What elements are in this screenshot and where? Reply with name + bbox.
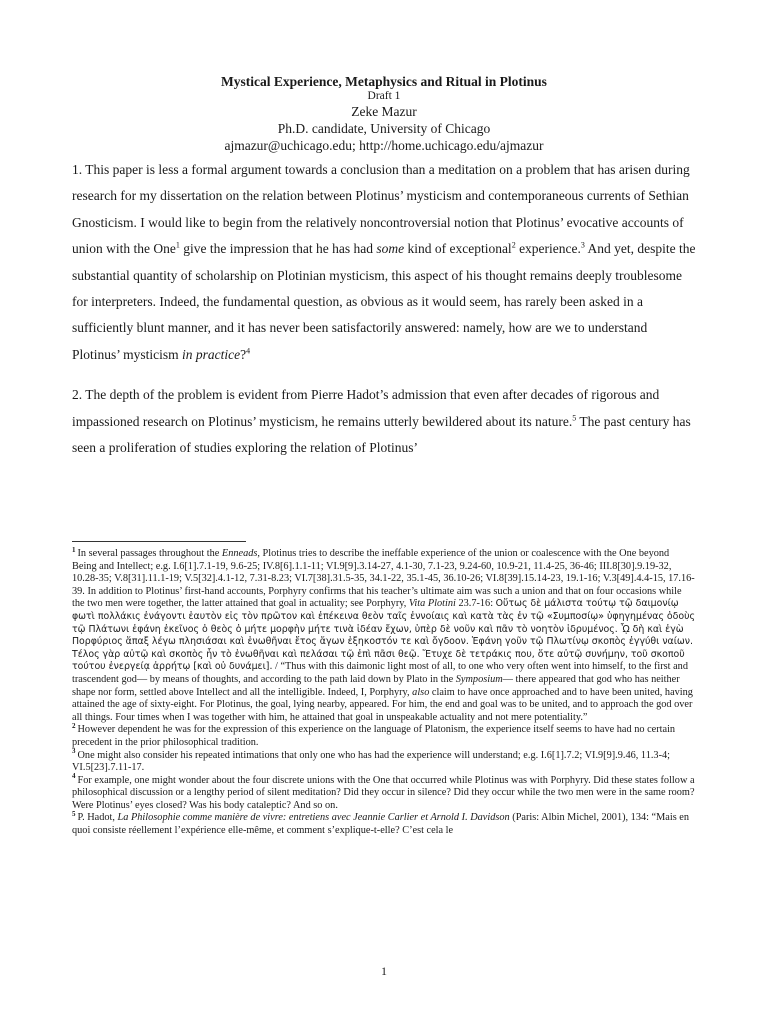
footnote-mark: 3 xyxy=(72,747,76,756)
footnote-ref-1[interactable]: 1 xyxy=(175,240,180,250)
text: 2. The depth of the problem is evident from Pierre Hadot’s admission that even after decades of rigorous and impassioned research on Plotinus’ mysticism, he remains utterly bewildered about its nature. xyxy=(72,387,660,429)
footnote-ref-4[interactable]: 4 xyxy=(246,346,251,356)
text: experience. xyxy=(515,241,581,257)
footnote-mark: 2 xyxy=(72,721,76,730)
footnote-separator xyxy=(72,541,246,542)
text: However dependent he was for the expression of this experience on the language of Platonism, the experience itself seems to have had no certain precedent in the prior philosophical tradition. xyxy=(72,724,676,748)
paper-header xyxy=(0,74,768,154)
text: claim to have once approached and to have been united, having attained the age of sixty-eight. For Plotinus, the goal, lying nearby, appeared. For him, the end and goal was to be united, and to approach the god over all things. Four times when I was together with him, he attained that goal in unspeakable actuality and not mere potentiality.” xyxy=(72,686,693,723)
author-name: Zeke Mazur xyxy=(351,104,417,119)
text: / “Thus with this daimonic light most of all, to one who very often went into himself, to the first and trascendent god— by means of thoughts, and according to the path laid down by Plato in the xyxy=(72,661,688,685)
footnote-3 xyxy=(72,747,696,775)
greek-quotation: Οὕτως δὲ μάλιστα τούτῳ τῷ δαιμονίῳ φωτὶ πολλάκις ἐνάγοντι ἑαυτὸν εἰς τὸν πρῶτον καὶ ἐπέκεινα θεὸν ταῖς ἐννοίαις καὶ κατὰ τὰς ἐν τῷ «Συμποσίῳ» ὑφηγημένας ὁδοὺς τῷ Πλάτωνι ἐφάνη ἐκεῖνος ὁ θεὸς ὁ μήτε μορφὴν μήτε τινὰ ἰδέαν ἔχων, ὑπὲρ δὲ νοῦν καὶ πᾶν τὸ νοητὸν ἱδρυμένος. ᾯ δὴ καὶ ἐγὼ Πορφύριος ἅπαξ λέγω πλησιάσαι καὶ ἑνωθῆναι ἔτος ἄγων ἑξηκοστόν τε καὶ ὄγδοον. Ἐφάνη γοῦν τῷ Πλωτίνῳ σκοπὸς ἐγγύθι ναίων. Τέλος γὰρ αὐτῷ καὶ σκοπὸς ἦν τὸ ἑνωθῆναι καὶ πελάσαι τῷ ἐπὶ πᾶσι θεῷ. Ἔτυχε δὲ τετράκις που, ὅτε αὐτῷ συνήμην, τοῦ σκοποῦ τούτου ἐνεργείᾳ ἀρρήτῳ [καὶ οὐ δυνάμει]. xyxy=(72,598,696,673)
footnote-5 xyxy=(72,812,696,837)
emphasis: Enneads xyxy=(221,548,258,559)
text: And yet, despite the substantial quantity of scholarship on Plotinian mysticism, this aspect of his thought remains deeply troublesome for interpreters. Indeed, the fundamental question, as obvious as it would seem, has rarely been asked in a sufficiently blunt manner, and it has never been satisfactorily answered: namely, how are we to understand Plotinus’ mysticism xyxy=(72,241,696,362)
text: The past century has seen a proliferation of studies exploring the relation of Plotinus’ xyxy=(72,413,691,456)
text: (Paris: Albin Michel, 2001), 134: “Mais en quoi consiste réellement l’expérience elle-même, et comment s’explique-t-elle? C’est cela le xyxy=(72,812,690,837)
paragraph-1 xyxy=(72,157,696,368)
paper-title: Mystical Experience, Metaphysics and Ritual in Plotinus xyxy=(221,74,547,89)
footnote-mark: 4 xyxy=(72,772,76,781)
text: ? xyxy=(240,346,247,362)
text: kind of exceptional xyxy=(404,241,512,257)
text: — there appeared that god who has neither shape nor form, settled above Intellect and all the intelligible. Indeed, I, Porphyry, xyxy=(72,673,680,698)
footnotes xyxy=(72,545,696,838)
text: In several passages throughout the xyxy=(77,548,222,559)
text: give the impression that he has had xyxy=(179,241,377,257)
emphasis: also xyxy=(412,686,430,698)
page-number: 1 xyxy=(381,964,387,978)
footnote-2 xyxy=(72,721,696,749)
footnote-ref-5[interactable]: 5 xyxy=(572,413,577,423)
emphasis: some xyxy=(376,241,405,257)
footnote-mark: 5 xyxy=(72,810,76,819)
text: 23.7-16: xyxy=(455,598,496,610)
author-affiliation: Ph.D. candidate, University of Chicago xyxy=(277,121,491,136)
footnote-mark: 1 xyxy=(72,545,76,554)
footnote-4 xyxy=(72,772,696,813)
text: , Plotinus tries to describe the ineffable experience of the union or coalescence with the One beyond Being and Intellect; e.g. I.6[1].7.1-19, 9.6-25; IV.8[6].1.1-11; VI.9[9].3.14-27, 4.1-30, 7.1-23, 9.24-60, 10.9-21, 11.4-25, 36-46; III.8[30].9.19-32, 10.28-35; V.8[31].11.1-19; V.5[32].4.1-12, 7.31-8.23; VI.7[38].31.5-35, 34.1-22, 35.1-45, 36.10-26; VI.8[39].15.14-23, 19.1-16; V.3[49].4.4-15, 17.16-39. In addition to Plotinus’ first-hand accounts, Porphyry confirms that his teacher’s ultimate aim was such a union and that on four occasions while the two men were together, the latter attained that goal in actuality; see Porphyry, xyxy=(72,548,695,610)
footnote-ref-3[interactable]: 3 xyxy=(580,240,585,250)
paragraph-2 xyxy=(72,382,696,461)
text: For example, one might wonder about the four discrete unions with the One that occurred while Plotinus was with Porphyry. Did these states follow a philosophical discussion or a lengthy period of silent meditation? Did they occur in silence? Did they occur while the two men were in the same room? Were Plotinus’ eyes closed? Was his body cataleptic? And so on. xyxy=(72,774,695,811)
draft-label: Draft 1 xyxy=(367,90,401,102)
text: 1. This paper is less a formal argument towards a conclusion than a meditation on a problem that has arisen during research for my dissertation on the relation between Plotinus’ mysticism and contemporaneous currents of Sethian Gnosticism. I would like to begin from the relatively noncontroversial notion that Plotinus’ evocative accounts of union with the One xyxy=(72,162,690,257)
emphasis: Symposium xyxy=(455,673,503,685)
text: One might also consider his repeated intimations that only one who has had the experience will understand; e.g. I.6[1].7.2; VI.9[9].9.46, 11.3-4; VI.5[23].7.11-17. xyxy=(72,749,671,774)
body-text xyxy=(72,157,696,461)
text: P. Hadot, xyxy=(77,812,118,824)
footnote-ref-2[interactable]: 2 xyxy=(511,240,516,250)
author-contact: ajmazur@uchicago.edu; http://home.uchicago.edu/ajmazur xyxy=(224,138,544,153)
emphasis: Vita Plotini xyxy=(408,598,456,610)
emphasis: in practice xyxy=(182,346,241,362)
emphasis: La Philosophie comme manière de vivre: entretiens avec Jeannie Carlier et Arnold I. Davidson xyxy=(117,812,510,824)
footnote-1 xyxy=(72,545,696,724)
